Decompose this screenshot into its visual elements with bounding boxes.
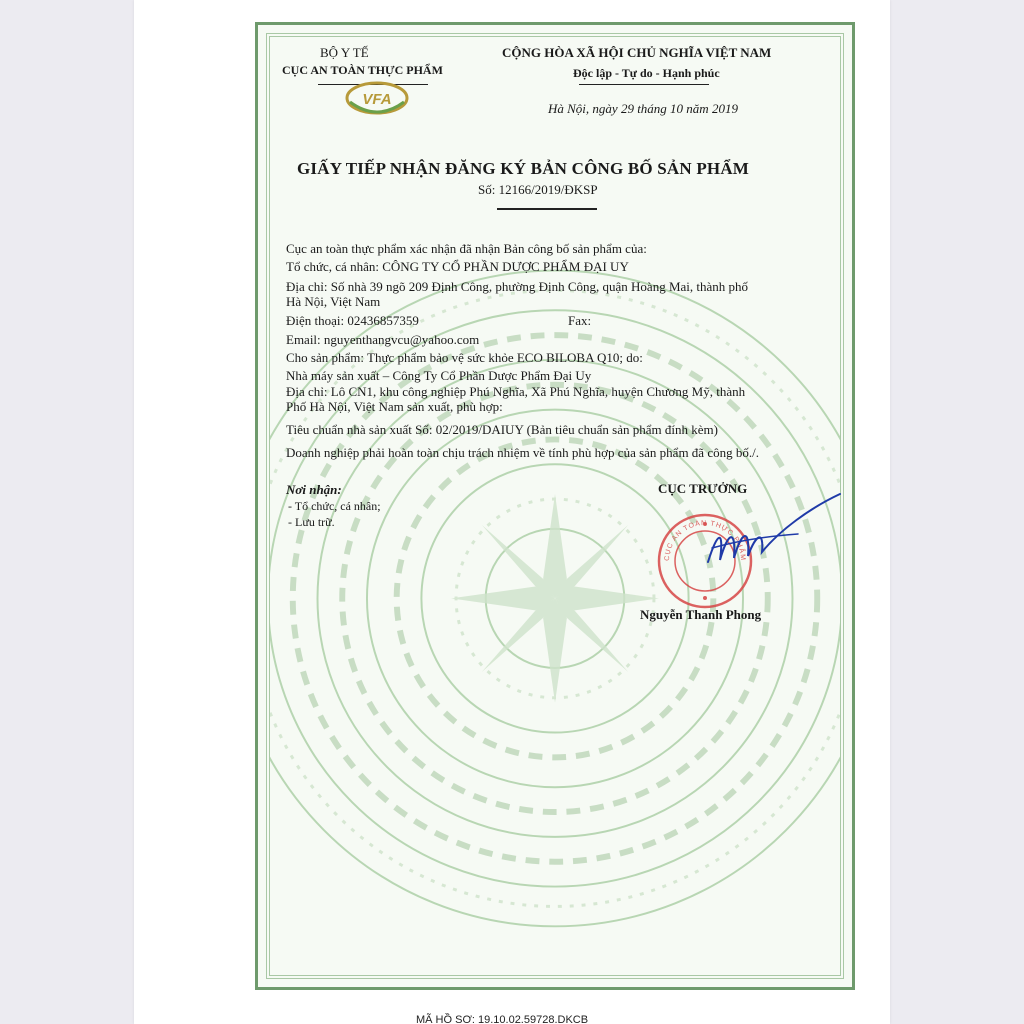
recipients-heading: Nơi nhận: bbox=[286, 482, 342, 497]
motto-underline bbox=[579, 84, 709, 85]
document-title: GIẤY TIẾP NHẬN ĐĂNG KÝ BẢN CÔNG BỐ SẢN PHẨM bbox=[297, 159, 750, 178]
recipient-item: - Tổ chức, cá nhân; bbox=[288, 499, 381, 513]
vfa-logo-icon bbox=[342, 78, 412, 118]
national-motto: Độc lập - Tự do - Hạnh phúc bbox=[573, 66, 720, 80]
body-phone: Điện thoại: 02436857359 bbox=[286, 313, 419, 328]
recipient-item: - Lưu trữ. bbox=[288, 515, 335, 529]
document-number: Số: 12166/2019/ĐKSP bbox=[478, 182, 598, 197]
handwritten-signature bbox=[690, 490, 845, 580]
stamp-text: CỤC AN TOÀN THỰC PHẨM bbox=[663, 519, 747, 562]
ministry-name: BỘ Y TẾ bbox=[320, 45, 369, 60]
body-responsibility: Doanh nghiệp phải hoàn toàn chịu trách nhiệm về tính phù hợp của sản phẩm đã công bố./. bbox=[286, 445, 759, 460]
body-standard: Tiêu chuẩn nhà sản xuất Số: 02/2019/DAIUY (Bản tiêu chuẩn sản phẩm đính kèm) bbox=[286, 422, 718, 437]
body-address-cont: Hà Nội, Việt Nam bbox=[286, 294, 381, 309]
title-underline bbox=[497, 208, 597, 210]
logo-text: VFA bbox=[362, 91, 392, 108]
body-intro: Cục an toàn thực phẩm xác nhận đã nhận Bản công bố sản phẩm của: bbox=[286, 241, 647, 256]
body-email: Email: nguyenthangvcu@yahoo.com bbox=[286, 332, 480, 347]
file-code: MÃ HỒ SƠ: 19.10.02.59728.DKCB bbox=[416, 1014, 589, 1024]
body-factory-address: Địa chỉ: Lô CN1, khu công nghiệp Phú Nghĩa, Xã Phú Nghĩa, huyện Chương Mỹ, thành bbox=[286, 384, 746, 399]
signer-name: Nguyễn Thanh Phong bbox=[640, 607, 762, 622]
issue-date: Hà Nội, ngày 29 tháng 10 năm 2019 bbox=[548, 101, 738, 116]
signer-title: CỤC TRƯỞNG bbox=[658, 481, 748, 496]
body-manufacturer: Nhà máy sản xuất – Công Ty Cổ Phần Dược Phẩm Đại Uy bbox=[286, 368, 592, 383]
body-factory-address-cont: Phố Hà Nội, Việt Nam sản xuất, phù hợp: bbox=[286, 399, 503, 414]
body-product: Cho sản phẩm: Thực phẩm bảo vệ sức khỏe ECO BILOBA Q10; do: bbox=[286, 350, 643, 365]
body-address: Địa chỉ: Số nhà 39 ngõ 209 Định Công, phường Định Công, quận Hoàng Mai, thành phố bbox=[286, 279, 749, 294]
body-fax: Fax: bbox=[568, 313, 592, 328]
republic-name: CỘNG HÒA XÃ HỘI CHỦ NGHĨA VIỆT NAM bbox=[502, 45, 772, 60]
department-name: CỤC AN TOÀN THỰC PHẨM bbox=[282, 63, 443, 77]
body-organization: Tổ chức, cá nhân: CÔNG TY CỔ PHẦN DƯỢC PHẨM ĐẠI UY bbox=[286, 259, 629, 274]
